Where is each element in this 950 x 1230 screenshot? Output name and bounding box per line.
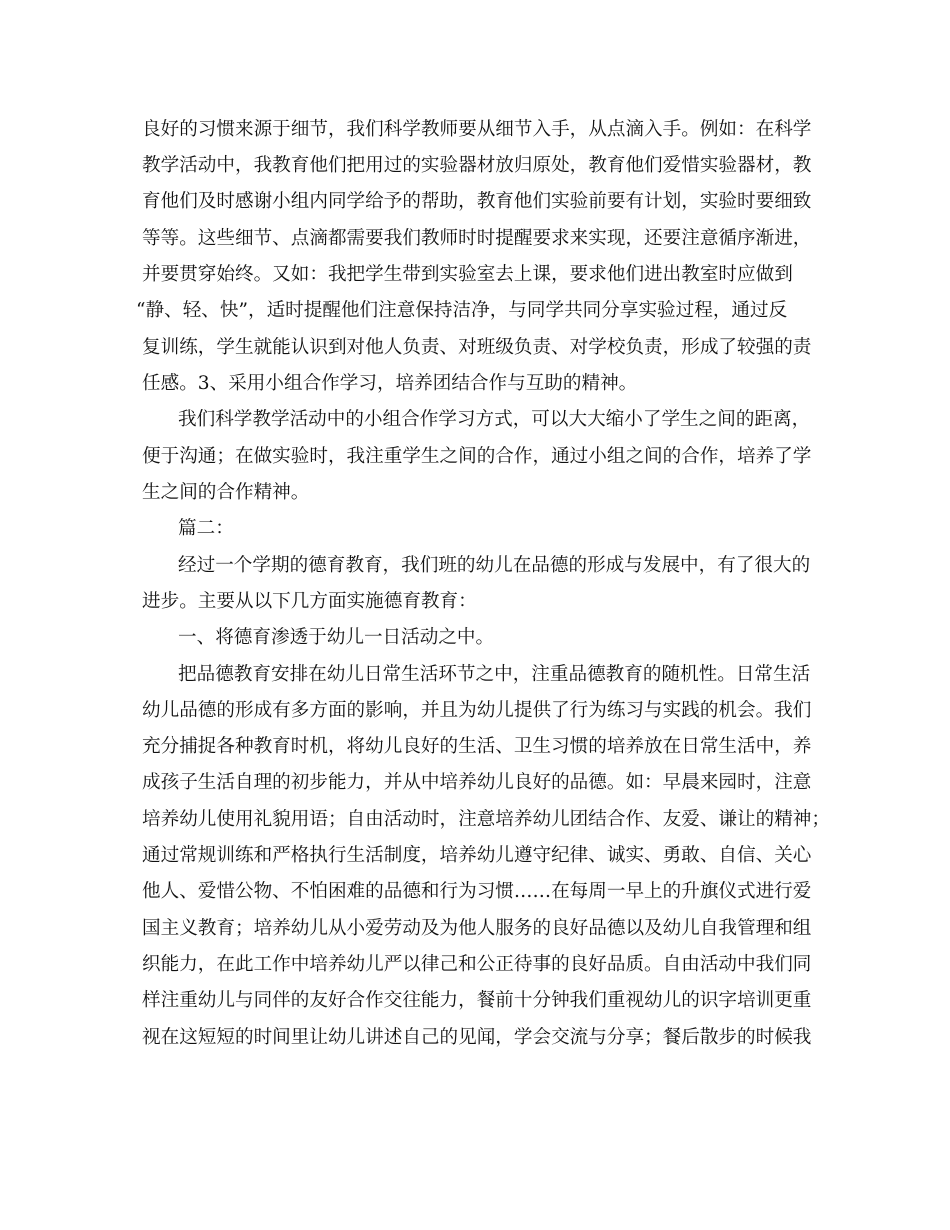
text-line: 复训练，学生就能认识到对他人负责、对班级负责、对学校负责，形成了较强的责 — [142, 337, 812, 358]
text-line: 经过一个学期的德育教育，我们班的幼儿在品德的形成与发展中，有了很大的 — [178, 555, 811, 576]
text-line: 生之间的合作精神。 — [142, 482, 310, 503]
text-line: 样注重幼儿与同伴的友好合作交往能力，餐前十分钟我们重视幼儿的识字培训更重 — [142, 990, 812, 1011]
text-line: 把品德教育安排在幼儿日常生活环节之中，注重品德教育的随机性。日常生活 — [178, 664, 811, 685]
text-line: 幼儿品德的形成有多方面的影响，并且为幼儿提供了行为练习与实践的机会。我们 — [142, 700, 812, 721]
text-line: “静、轻、快”，适时提醒他们注意保持洁净，与同学共同分享实验过程，通过反 — [136, 300, 788, 321]
text-line: 他人、爱惜公物、不怕困难的品德和行为习惯……在每周一早上的升旗仪式进行爱 — [142, 881, 812, 902]
text-line: 育他们及时感谢小组内同学给予的帮助，教育他们实验前要有计划，实验时要细致 — [142, 191, 812, 212]
text-line: 良好的习惯来源于细节，我们科学教师要从细节入手，从点滴入手。例如：在科学 — [142, 119, 812, 140]
text-line: 等等。这些细节、点滴都需要我们教师时时提醒要求来实现，还要注意循序渐进， — [142, 228, 812, 249]
text-line: 任感。3、采用小组合作学习，培养团结合作与互助的精神。 — [142, 373, 638, 394]
text-line: 便于沟通；在做实验时，我注重学生之间的合作，通过小组之间的合作，培养了学 — [142, 446, 812, 467]
text-line: 成孩子生活自理的初步能力，并从中培养幼儿良好的品德。如：早晨来园时，注意 — [142, 772, 812, 793]
text-line: 通过常规训练和严格执行生活制度，培养幼儿遵守纪律、诚实、勇敢、自信、关心 — [142, 845, 812, 866]
text-line: 培养幼儿使用礼貌用语；自由活动时，注意培养幼儿团结合作、友爱、谦让的精神； — [142, 809, 830, 830]
text-line: 视在这短短的时间里让幼儿讲述自己的见闻，学会交流与分享；餐后散步的时候我 — [142, 1027, 812, 1048]
subheading: 一、将德育渗透于幼儿一日活动之中。 — [178, 627, 495, 648]
text-line: 充分捕捉各种教育时机，将幼儿良好的生活、卫生习惯的培养放在日常生活中，养 — [142, 736, 812, 757]
text-line: 教学活动中，我教育他们把用过的实验器材放归原处，教育他们爱惜实验器材，教 — [142, 155, 812, 176]
text-line: 进步。主要从以下几方面实施德育教育： — [142, 591, 477, 612]
text-line: 我们科学教学活动中的小组合作学习方式，可以大大缩小了学生之间的距离， — [178, 409, 811, 430]
text-line: 并要贯穿始终。又如：我把学生带到实验室去上课，要求他们进出教室时应做到 — [142, 264, 793, 285]
text-line: 国主义教育；培养幼儿从小爱劳动及为他人服务的良好品德以及幼儿自我管理和组 — [142, 918, 812, 939]
text-line: 织能力，在此工作中培养幼儿严以律己和公正待事的良好品质。自由活动中我们同 — [142, 954, 812, 975]
section-heading: 篇二： — [178, 518, 234, 539]
